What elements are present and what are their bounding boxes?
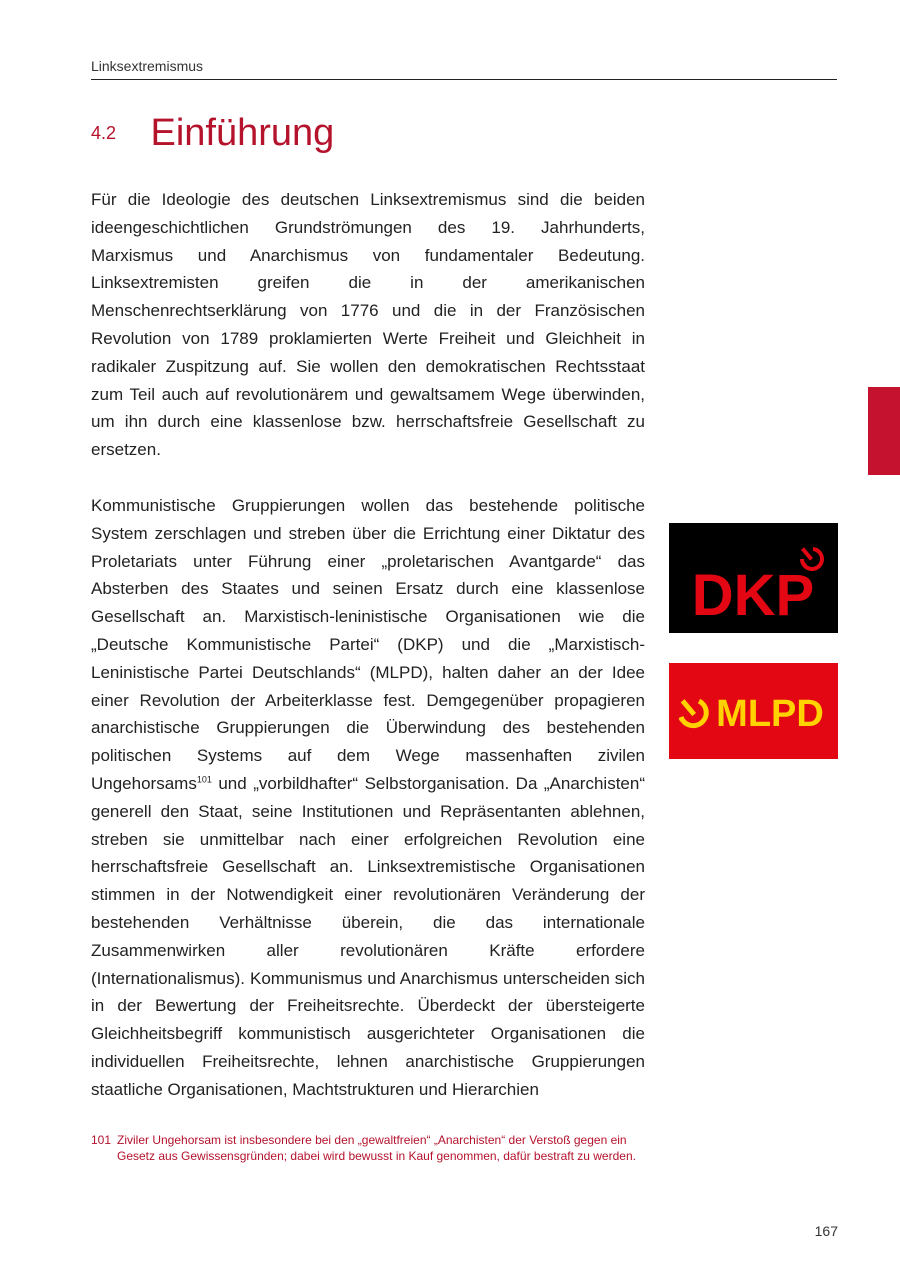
page-number: 167 xyxy=(814,1223,838,1239)
footnote xyxy=(91,1133,645,1164)
section-number: 4.2 xyxy=(91,123,117,143)
hammer-sickle-icon xyxy=(679,699,706,725)
paragraph-main xyxy=(91,492,645,1104)
dkp-logo xyxy=(669,523,838,633)
paragraph-main-part-2: und „vorbildhafter“ Selbstorganisation. Da „Anarchisten“ generell den Staat, seine Institutionen und Repräsentanten ablehnen, streben sie unmittelbar nach einer erfolgreichen Revolution eine herrschaftsfreie Gesellschaft an. Linksextremistische Organisationen stimmen in der Notwendigkeit einer revolutionären Veränderung der bestehenden Verhältnisse überein, die das internationale Zusammenwirken aller revolutionären Kräfte erfordere (Internationalismus). Kommunismus und Anarchismus unterscheiden sich in der Bewertung der Freiheitsrechte. Überdeckt der übersteigerte Gleichheitsbegriff kommunistisch ausgerichteter Organisationen die individuellen Freiheitsrechte, lehnen anarchistische Gruppierungen staatliche Organisationen, Machtstrukturen und Hierarchien xyxy=(91,773,645,1099)
dkp-logo-graphic xyxy=(669,523,838,633)
mlpd-logo-text: MLPD xyxy=(716,693,824,735)
chapter-edge-tab xyxy=(868,387,900,475)
footnote-number: 101 xyxy=(91,1133,112,1147)
mlpd-logo-graphic xyxy=(669,663,838,759)
paragraph-main-part-1: Kommunistische Gruppierungen wollen das bestehende politische System zerschlagen und streben über die Errichtung einer Diktatur des Proletariats unter Führung einer „proletarischen Avantgarde“ das Absterben des Staates und seinen Ersatz durch eine klassenlose Gesellschaft an. Marxistisch-leninistische Organisationen wie die „Deutsche Kommunistische Partei“ (DKP) und die „Marxistisch-Leninistische Partei Deutschlands“ (MLPD), halten daher an der Idee einer Revolution der Arbeiterklasse fest. Demgegenüber propagieren anarchistische Gruppierungen die Überwindung des bestehenden politischen Systems auf dem Wege massenhaften zivilen Ungehorsams xyxy=(91,496,645,793)
dkp-logo-text: DKP xyxy=(691,563,815,628)
running-head: Linksextremismus xyxy=(91,58,837,80)
section-heading xyxy=(91,112,334,155)
footnote-text: Ziviler Ungehorsam ist insbesondere bei den „gewaltfreien“ „Anarchisten“ der Verstoß gegen ein Gesetz aus Gewissensgründen; dabei wird bewusst in Kauf genommen, dafür bestraft zu werden. xyxy=(117,1133,636,1163)
mlpd-logo xyxy=(669,663,838,759)
section-title: Einführung xyxy=(150,112,335,154)
footnote-reference[interactable]: 101 xyxy=(196,774,212,785)
paragraph-intro: Für die Ideologie des deutschen Linksextremismus sind die beiden ideengeschichtlichen Grundströmungen des 19. Jahrhunderts, Marxismus und Anarchismus von fundamentaler Bedeutung. Linksextremisten greifen die in der amerikanischen Menschenrechtserklärung von 1776 und die in der Französischen Revolution von 1789 proklamierten Werte Freiheit und Gleichheit in radikaler Zuspitzung auf. Sie wollen den demokratischen Rechtsstaat zum Teil auch auf revolutionärem und gewaltsamem Wege überwinden, um ihn durch eine klassenlose bzw. herrschaftsfreie Gesellschaft zu ersetzen. xyxy=(91,190,645,460)
